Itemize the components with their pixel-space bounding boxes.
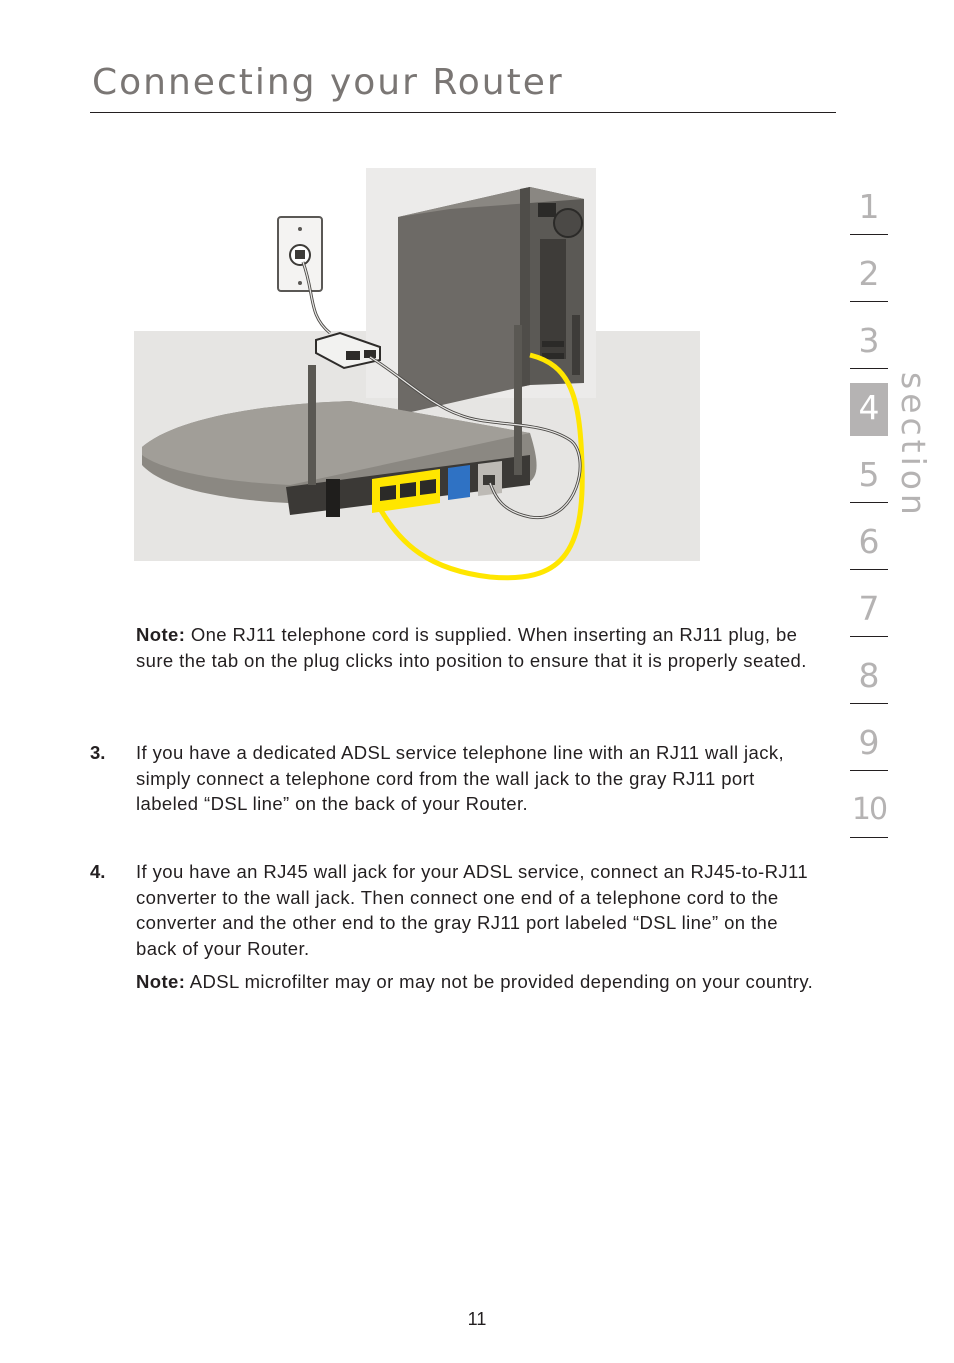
section-item-5[interactable]: 5 (850, 450, 888, 503)
step-number: 4. (90, 861, 106, 882)
section-item-6[interactable]: 6 (850, 517, 888, 570)
step-text: If you have an RJ45 wall jack for your ADSL service, connect an RJ45-to-RJ11 converter to the wall jack. Then connect one end of a telephone cord to the converter and the other end to the gray RJ11 port labeled “DSL line” on the back of your Router. (136, 861, 809, 959)
step-text: If you have a dedicated ADSL service telephone line with an RJ11 wall jack, simply connect a telephone cord from the wall jack to the gray RJ11 port labeled “DSL line” on the back of your Router. (136, 742, 785, 814)
section-nav (850, 182, 888, 852)
note-label: Note: (136, 971, 186, 992)
section-item-9[interactable]: 9 (850, 718, 888, 771)
computer-tower (398, 187, 584, 415)
header-divider (90, 112, 836, 113)
note-text: One RJ11 telephone cord is supplied. When inserting an RJ11 plug, be sure the tab on the plug clicks into position to ensure that it is properly seated. (136, 624, 807, 671)
section-item-2[interactable]: 2 (850, 249, 888, 302)
section-label: section (894, 372, 933, 519)
section-item-10[interactable]: 10 (850, 785, 888, 838)
section-item-3[interactable]: 3 (850, 316, 888, 369)
step-3 (90, 740, 810, 817)
note-rj11-cord (136, 622, 816, 673)
section-item-4[interactable]: 4 (850, 383, 888, 436)
section-item-1[interactable]: 1 (850, 182, 888, 235)
note-text: ADSL microfilter may or may not be provided depending on your country. (185, 971, 814, 992)
section-item-8[interactable]: 8 (850, 651, 888, 704)
wall-jack (278, 217, 322, 291)
note-microfilter (136, 969, 816, 995)
router-connection-illustration (130, 165, 710, 585)
page-number: 11 (467, 1309, 487, 1329)
step-number: 3. (90, 742, 106, 763)
note-label: Note: (136, 624, 186, 645)
section-item-7[interactable]: 7 (850, 584, 888, 637)
page-title: Connecting your Router (92, 62, 564, 103)
step-4 (90, 859, 810, 961)
